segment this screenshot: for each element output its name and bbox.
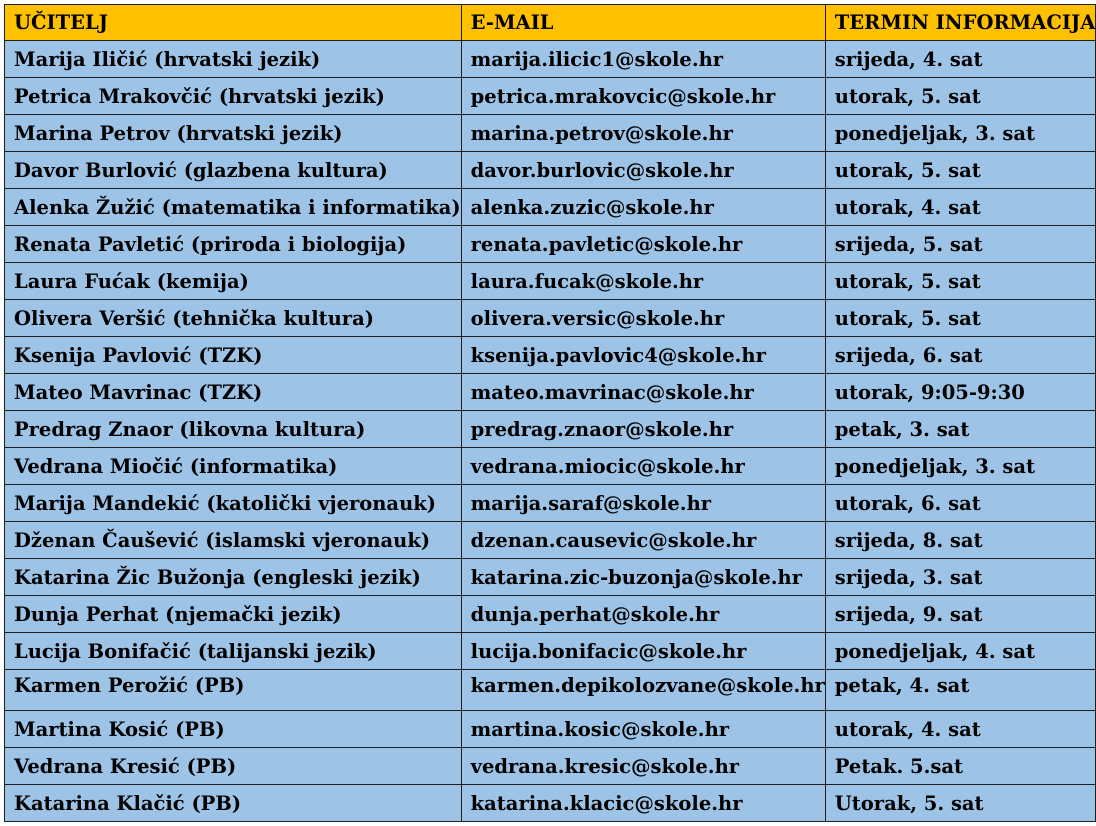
consultation-time-cell: srijeda, 3. sat xyxy=(825,559,1096,596)
consultation-time-cell: utorak, 5. sat xyxy=(825,152,1096,189)
column-header-consultation-time: TERMIN INFORMACIJA xyxy=(825,5,1096,41)
consultation-time-cell: utorak, 9:05-9:30 xyxy=(825,374,1096,411)
teacher-cell: Renata Pavletić (priroda i biologija) xyxy=(5,226,462,263)
consultation-time-cell: petak, 3. sat xyxy=(825,411,1096,448)
teacher-cell: Dunja Perhat (njemački jezik) xyxy=(5,596,462,633)
header-row xyxy=(5,5,1096,41)
table-row xyxy=(5,633,1096,670)
teacher-cell: Mateo Mavrinac (TZK) xyxy=(5,374,462,411)
teacher-cell: Vedrana Kresić (PB) xyxy=(5,748,462,785)
consultation-time-cell: srijeda, 5. sat xyxy=(825,226,1096,263)
table-row xyxy=(5,411,1096,448)
teacher-cell: Marija Iličić (hrvatski jezik) xyxy=(5,41,462,78)
consultation-time-cell: utorak, 5. sat xyxy=(825,78,1096,115)
table-row xyxy=(5,374,1096,411)
teacher-cell: Karmen Perožić (PB) xyxy=(5,670,462,711)
email-cell[interactable]: martina.kosic@skole.hr xyxy=(461,711,825,748)
table-row xyxy=(5,785,1096,822)
table-row xyxy=(5,189,1096,226)
consultation-time-cell: utorak, 4. sat xyxy=(825,711,1096,748)
email-cell[interactable]: vedrana.kresic@skole.hr xyxy=(461,748,825,785)
consultation-time-cell: ponedjeljak, 3. sat xyxy=(825,448,1096,485)
consultation-time-cell: srijeda, 9. sat xyxy=(825,596,1096,633)
teacher-cell: Marina Petrov (hrvatski jezik) xyxy=(5,115,462,152)
teacher-cell: Katarina Žic Bužonja (engleski jezik) xyxy=(5,559,462,596)
email-cell[interactable]: katarina.klacic@skole.hr xyxy=(461,785,825,822)
email-cell[interactable]: petrica.mrakovcic@skole.hr xyxy=(461,78,825,115)
email-cell[interactable]: renata.pavletic@skole.hr xyxy=(461,226,825,263)
teacher-cell: Vedrana Miočić (informatika) xyxy=(5,448,462,485)
column-header-teacher: UČITELJ xyxy=(5,5,462,41)
consultation-time-cell: utorak, 5. sat xyxy=(825,263,1096,300)
table-row xyxy=(5,78,1096,115)
column-header-email: E-MAIL xyxy=(461,5,825,41)
table-row xyxy=(5,670,1096,711)
table-row xyxy=(5,596,1096,633)
consultation-time-cell: utorak, 6. sat xyxy=(825,485,1096,522)
table-row xyxy=(5,115,1096,152)
table-row xyxy=(5,485,1096,522)
consultation-time-cell: Petak. 5.sat xyxy=(825,748,1096,785)
consultation-time-cell: srijeda, 8. sat xyxy=(825,522,1096,559)
email-cell[interactable]: ksenija.pavlovic4@skole.hr xyxy=(461,337,825,374)
email-cell[interactable]: dunja.perhat@skole.hr xyxy=(461,596,825,633)
teacher-consultation-table xyxy=(4,4,1096,822)
teacher-cell: Dženan Čaušević (islamski vjeronauk) xyxy=(5,522,462,559)
consultation-time-cell: srijeda, 4. sat xyxy=(825,41,1096,78)
email-cell[interactable]: marija.saraf@skole.hr xyxy=(461,485,825,522)
teacher-cell: Alenka Žužić (matematika i informatika) xyxy=(5,189,462,226)
consultation-time-cell: ponedjeljak, 3. sat xyxy=(825,115,1096,152)
consultation-time-cell: petak, 4. sat xyxy=(825,670,1096,711)
email-cell[interactable]: davor.burlovic@skole.hr xyxy=(461,152,825,189)
table-row xyxy=(5,41,1096,78)
consultation-time-cell: ponedjeljak, 4. sat xyxy=(825,633,1096,670)
consultation-time-cell: utorak, 5. sat xyxy=(825,300,1096,337)
email-cell[interactable]: marija.ilicic1@skole.hr xyxy=(461,41,825,78)
table-row xyxy=(5,152,1096,189)
table-row xyxy=(5,226,1096,263)
teacher-cell: Katarina Klačić (PB) xyxy=(5,785,462,822)
table-row xyxy=(5,559,1096,596)
teacher-cell: Olivera Veršić (tehnička kultura) xyxy=(5,300,462,337)
email-cell[interactable]: vedrana.miocic@skole.hr xyxy=(461,448,825,485)
teacher-cell: Martina Kosić (PB) xyxy=(5,711,462,748)
email-cell[interactable]: mateo.mavrinac@skole.hr xyxy=(461,374,825,411)
consultation-time-cell: Utorak, 5. sat xyxy=(825,785,1096,822)
table-row xyxy=(5,522,1096,559)
email-cell[interactable]: predrag.znaor@skole.hr xyxy=(461,411,825,448)
table-row xyxy=(5,448,1096,485)
email-cell[interactable]: marina.petrov@skole.hr xyxy=(461,115,825,152)
teacher-cell: Laura Fućak (kemija) xyxy=(5,263,462,300)
teacher-cell: Petrica Mrakovčić (hrvatski jezik) xyxy=(5,78,462,115)
teacher-cell: Marija Mandekić (katolički vjeronauk) xyxy=(5,485,462,522)
email-cell[interactable]: dzenan.causevic@skole.hr xyxy=(461,522,825,559)
email-cell[interactable]: lucija.bonifacic@skole.hr xyxy=(461,633,825,670)
email-cell[interactable]: katarina.zic-buzonja@skole.hr xyxy=(461,559,825,596)
table-row xyxy=(5,748,1096,785)
table-row xyxy=(5,300,1096,337)
consultation-time-cell: utorak, 4. sat xyxy=(825,189,1096,226)
teacher-cell: Ksenija Pavlović (TZK) xyxy=(5,337,462,374)
teacher-cell: Predrag Znaor (likovna kultura) xyxy=(5,411,462,448)
table-row xyxy=(5,337,1096,374)
email-cell[interactable]: karmen.depikolozvane@skole.hr xyxy=(461,670,825,711)
table-row xyxy=(5,711,1096,748)
email-cell[interactable]: alenka.zuzic@skole.hr xyxy=(461,189,825,226)
table-row xyxy=(5,263,1096,300)
email-cell[interactable]: olivera.versic@skole.hr xyxy=(461,300,825,337)
email-cell[interactable]: laura.fucak@skole.hr xyxy=(461,263,825,300)
table-body xyxy=(5,41,1096,822)
teacher-cell: Davor Burlović (glazbena kultura) xyxy=(5,152,462,189)
consultation-time-cell: srijeda, 6. sat xyxy=(825,337,1096,374)
teacher-cell: Lucija Bonifačić (talijanski jezik) xyxy=(5,633,462,670)
